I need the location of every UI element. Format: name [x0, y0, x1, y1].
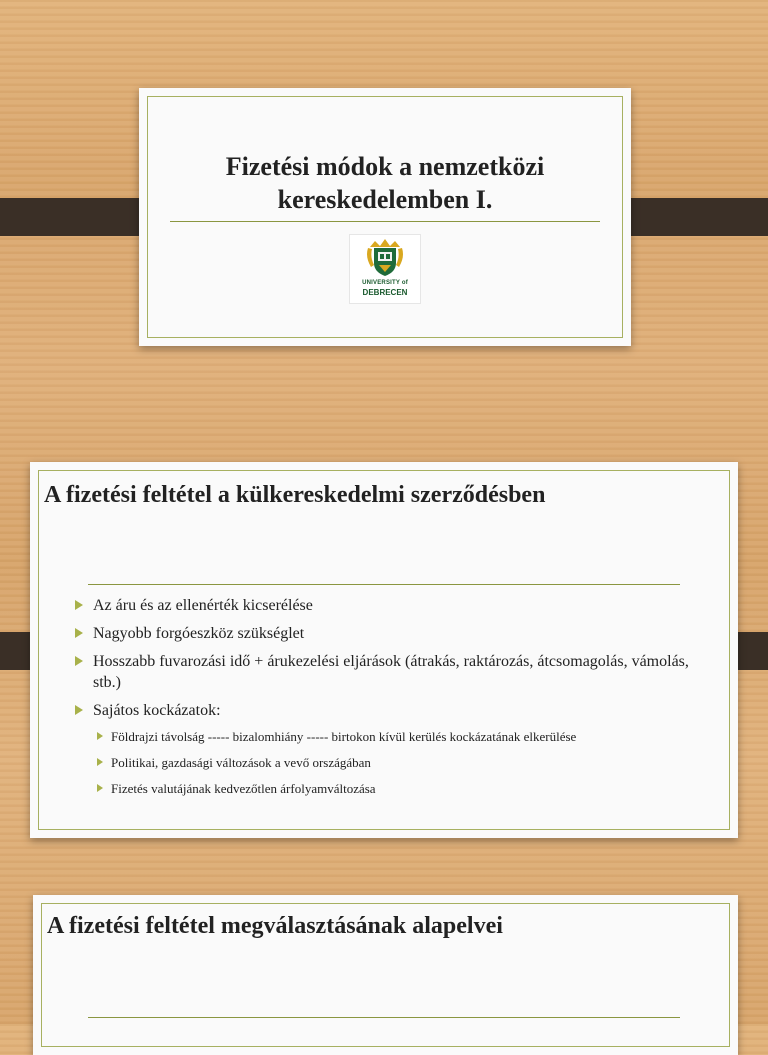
bullet-arrow-icon: [75, 600, 83, 610]
university-logo: [349, 234, 421, 304]
bullet-arrow-icon: [75, 628, 83, 638]
university-crest-icon: [350, 235, 420, 279]
list-item: Hosszabb fuvarozási idő + árukezelési eljárások (átrakás, raktározás, átcsomagolás, vámolás, stb.): [73, 651, 693, 693]
bullet-arrow-icon: [97, 732, 103, 740]
title-line-1: Fizetési módok a nemzetközi: [225, 152, 545, 181]
decor-band-left: [0, 198, 156, 236]
list-item: Az áru és az ellenérték kicserélése: [73, 595, 693, 616]
bullet-arrow-icon: [97, 784, 103, 792]
bullet-arrow-icon: [75, 656, 83, 666]
sub-list-item: Földrajzi távolság ----- bizalomhiány ----- birtokon kívül kerülés kockázatának elkerülése: [73, 728, 693, 745]
logo-text-small: UNIVERSITY of: [362, 280, 408, 286]
list-item: Nagyobb forgóeszköz szükséglet: [73, 623, 693, 644]
title-underline: [88, 1017, 680, 1018]
decor-band-right: [613, 198, 768, 236]
list-item: Sajátos kockázatok:: [73, 700, 693, 721]
title-underline: [170, 221, 600, 222]
bullet-list: [73, 595, 693, 806]
content-slide: [30, 462, 738, 838]
bullet-arrow-icon: [75, 705, 83, 715]
sub-list-item: Fizetés valutájának kedvezőtlen árfolyamváltozása: [73, 780, 693, 797]
slide-title: A fizetési feltétel a külkereskedelmi szerződésben: [44, 482, 546, 508]
sub-list-item: Politikai, gazdasági változások a vevő országában: [73, 754, 693, 771]
logo-text-big: DEBRECEN: [362, 288, 408, 297]
title-line-2: kereskedelemben I.: [277, 185, 493, 214]
content-slide-partial: [33, 895, 738, 1055]
bullet-arrow-icon: [97, 758, 103, 766]
title-slide: [139, 88, 631, 346]
slide-title: A fizetési feltétel megválasztásának alapelvei: [47, 913, 503, 939]
title-underline: [88, 584, 680, 585]
title-slide-heading: [139, 150, 631, 216]
